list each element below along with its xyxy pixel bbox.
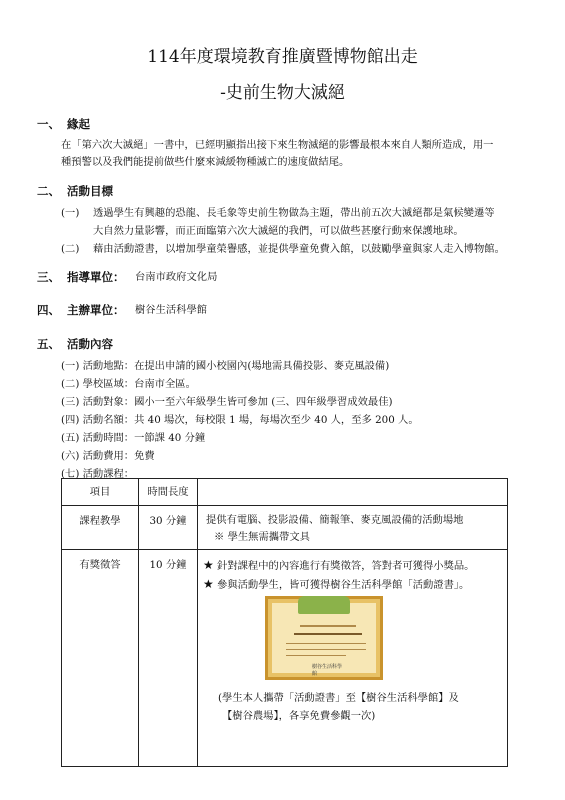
- table-cell: 30 分鐘: [139, 506, 198, 550]
- section-1-heading: 緣起: [67, 117, 90, 131]
- certificate-line: [286, 655, 346, 656]
- page-subtitle: -史前生物大滅絕: [220, 83, 345, 103]
- certificate-line: [294, 633, 362, 635]
- content-item: (四) 活動名額：共 40 場次，每校限 1 場，每場次至少 40 人，至多 200 人。: [61, 414, 419, 426]
- table-header-row: [62, 479, 508, 506]
- section-1-text-line2: 種預警以及我們能提前做些什麼來減緩物種滅亡的速度做結尾。: [61, 156, 350, 168]
- section-4-heading: 主辦單位：: [67, 303, 125, 317]
- table-row: [62, 506, 508, 550]
- content-item: (五) 活動時間：一節課 40 分鐘: [61, 432, 206, 444]
- row1-line2: ※ 學生無需攜帶文具: [214, 531, 310, 543]
- content-item: (一) 活動地點：在提出申請的國小校園內(場地需具備投影、麥克風設備): [61, 360, 390, 372]
- section-1-text-line1: 在「第六次大滅絕」一書中，已經明顯指出接下來生物滅絕的影響最根本來自人類所造成，用一: [61, 139, 494, 151]
- certificate-note-line1: (學生本人攜帶「活動證書」至【樹谷生活科學館】及: [218, 692, 459, 704]
- goal-1-number: (一): [61, 207, 80, 219]
- goal-2-number: (二): [61, 243, 80, 255]
- goal-1-line2: 大自然力量影響，而正面臨第六次大滅絕的我們，可以做些甚麼行動來保護地球。: [93, 225, 464, 237]
- section-3-value: 台南市政府文化局: [135, 271, 218, 283]
- section-5-number: 五、: [37, 337, 60, 351]
- table-header-cell: 時間長度: [139, 479, 198, 506]
- section-2-heading: 活動目標: [67, 184, 113, 198]
- content-item: (三) 活動對象：國小一至六年級學生皆可參加 (三、四年級學習成效最佳): [61, 396, 393, 408]
- table-cell: 有獎徵答: [62, 550, 139, 767]
- section-1-number: 一、: [37, 117, 60, 131]
- star-icon: ★: [203, 577, 214, 591]
- section-5-heading: 活動內容: [67, 337, 113, 351]
- table-cell: 10 分鐘: [139, 550, 198, 767]
- section-2-number: 二、: [37, 184, 60, 198]
- page-title: 114年度環境教育推廣暨博物館出走: [147, 47, 418, 67]
- table-header-cell: [198, 479, 508, 506]
- bullet-2: [203, 575, 507, 594]
- section-4-value: 樹谷生活科學館: [135, 304, 208, 316]
- bullet-2-text: 參與活動學生，皆可獲得樹谷生活科學館「活動證書」。: [217, 579, 470, 591]
- dinosaur-illustration: [298, 596, 350, 614]
- content-item: (二) 學校區域：台南市全區。: [61, 378, 196, 390]
- bullet-1: [203, 550, 507, 575]
- certificate-line: [300, 625, 356, 627]
- table-header-cell: 項目: [62, 479, 139, 506]
- bullet-1-text: 針對課程中的內容進行有獎徵答，答對者可獲得小獎品。: [217, 560, 475, 572]
- certificate-note-line2: 【樹谷農場】，各享免費參觀一次): [222, 710, 376, 722]
- goal-2-line1: 藉由活動證書，以增加學童榮譽感，並提供學童免費入館，以鼓勵學童與家人走入博物館。: [93, 243, 505, 255]
- table-cell: 課程教學: [62, 506, 139, 550]
- certificate-line: [286, 649, 366, 650]
- row1-line1: 提供有電腦、投影設備、簡報筆、麥克風設備的活動場地: [206, 514, 464, 526]
- star-icon: ★: [203, 558, 214, 572]
- certificate-line: [286, 643, 366, 644]
- certificate-image: [265, 596, 383, 680]
- content-item: (六) 活動費用：免費: [61, 450, 155, 462]
- section-3-heading: 指導單位：: [67, 270, 125, 284]
- certificate-logo: 樹谷生活科學館: [312, 664, 343, 677]
- section-4-number: 四、: [37, 303, 60, 317]
- section-3-number: 三、: [37, 270, 60, 284]
- content-item: (七) 活動課程：: [61, 468, 135, 480]
- table-cell: [198, 506, 508, 550]
- goal-1-line1: 透過學生有興趣的恐龍、長毛象等史前生物做為主題，帶出前五次大滅絕都是氣候變遷等: [93, 207, 495, 219]
